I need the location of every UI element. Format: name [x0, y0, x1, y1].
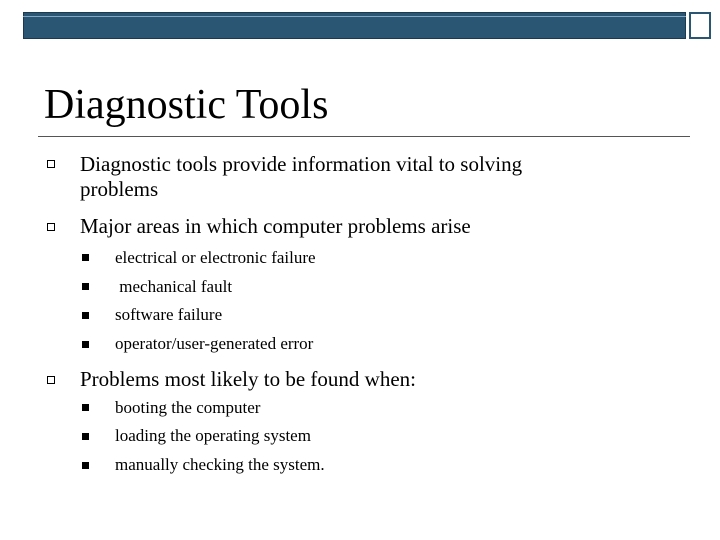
- hollow-square-icon: [47, 376, 55, 384]
- sub-bullet-text: software failure: [115, 305, 223, 324]
- filled-square-icon: [82, 341, 89, 348]
- corner-box-decoration: [689, 12, 711, 39]
- bullet-point-text: Major areas in which computer problems arise: [80, 214, 471, 238]
- hollow-square-icon: [47, 160, 55, 168]
- sub-bullet-text: operator/user-generated error: [115, 334, 314, 353]
- filled-square-icon: [82, 433, 89, 440]
- filled-square-icon: [82, 283, 89, 290]
- header-bar-stripe: [23, 16, 686, 17]
- sub-bullet-text: electrical or electronic failure: [115, 248, 316, 267]
- sub-bullet-text: loading the operating system: [115, 426, 311, 445]
- filled-square-icon: [82, 462, 89, 469]
- filled-square-icon: [82, 312, 89, 319]
- sub-bullet-text: mechanical fault: [115, 277, 233, 296]
- slide-title: Diagnostic Tools: [44, 82, 329, 128]
- bullet-point-text: Diagnostic tools provide information vital to solving: [80, 152, 523, 176]
- filled-square-icon: [82, 404, 89, 411]
- title-divider: [38, 136, 690, 137]
- bullet-point-text: problems: [80, 177, 159, 201]
- sub-bullet-text: booting the computer: [115, 398, 261, 417]
- filled-square-icon: [82, 254, 89, 261]
- hollow-square-icon: [47, 223, 55, 231]
- sub-bullet-text: manually checking the system.: [115, 455, 325, 474]
- bullet-point-text: Problems most likely to be found when:: [80, 367, 416, 391]
